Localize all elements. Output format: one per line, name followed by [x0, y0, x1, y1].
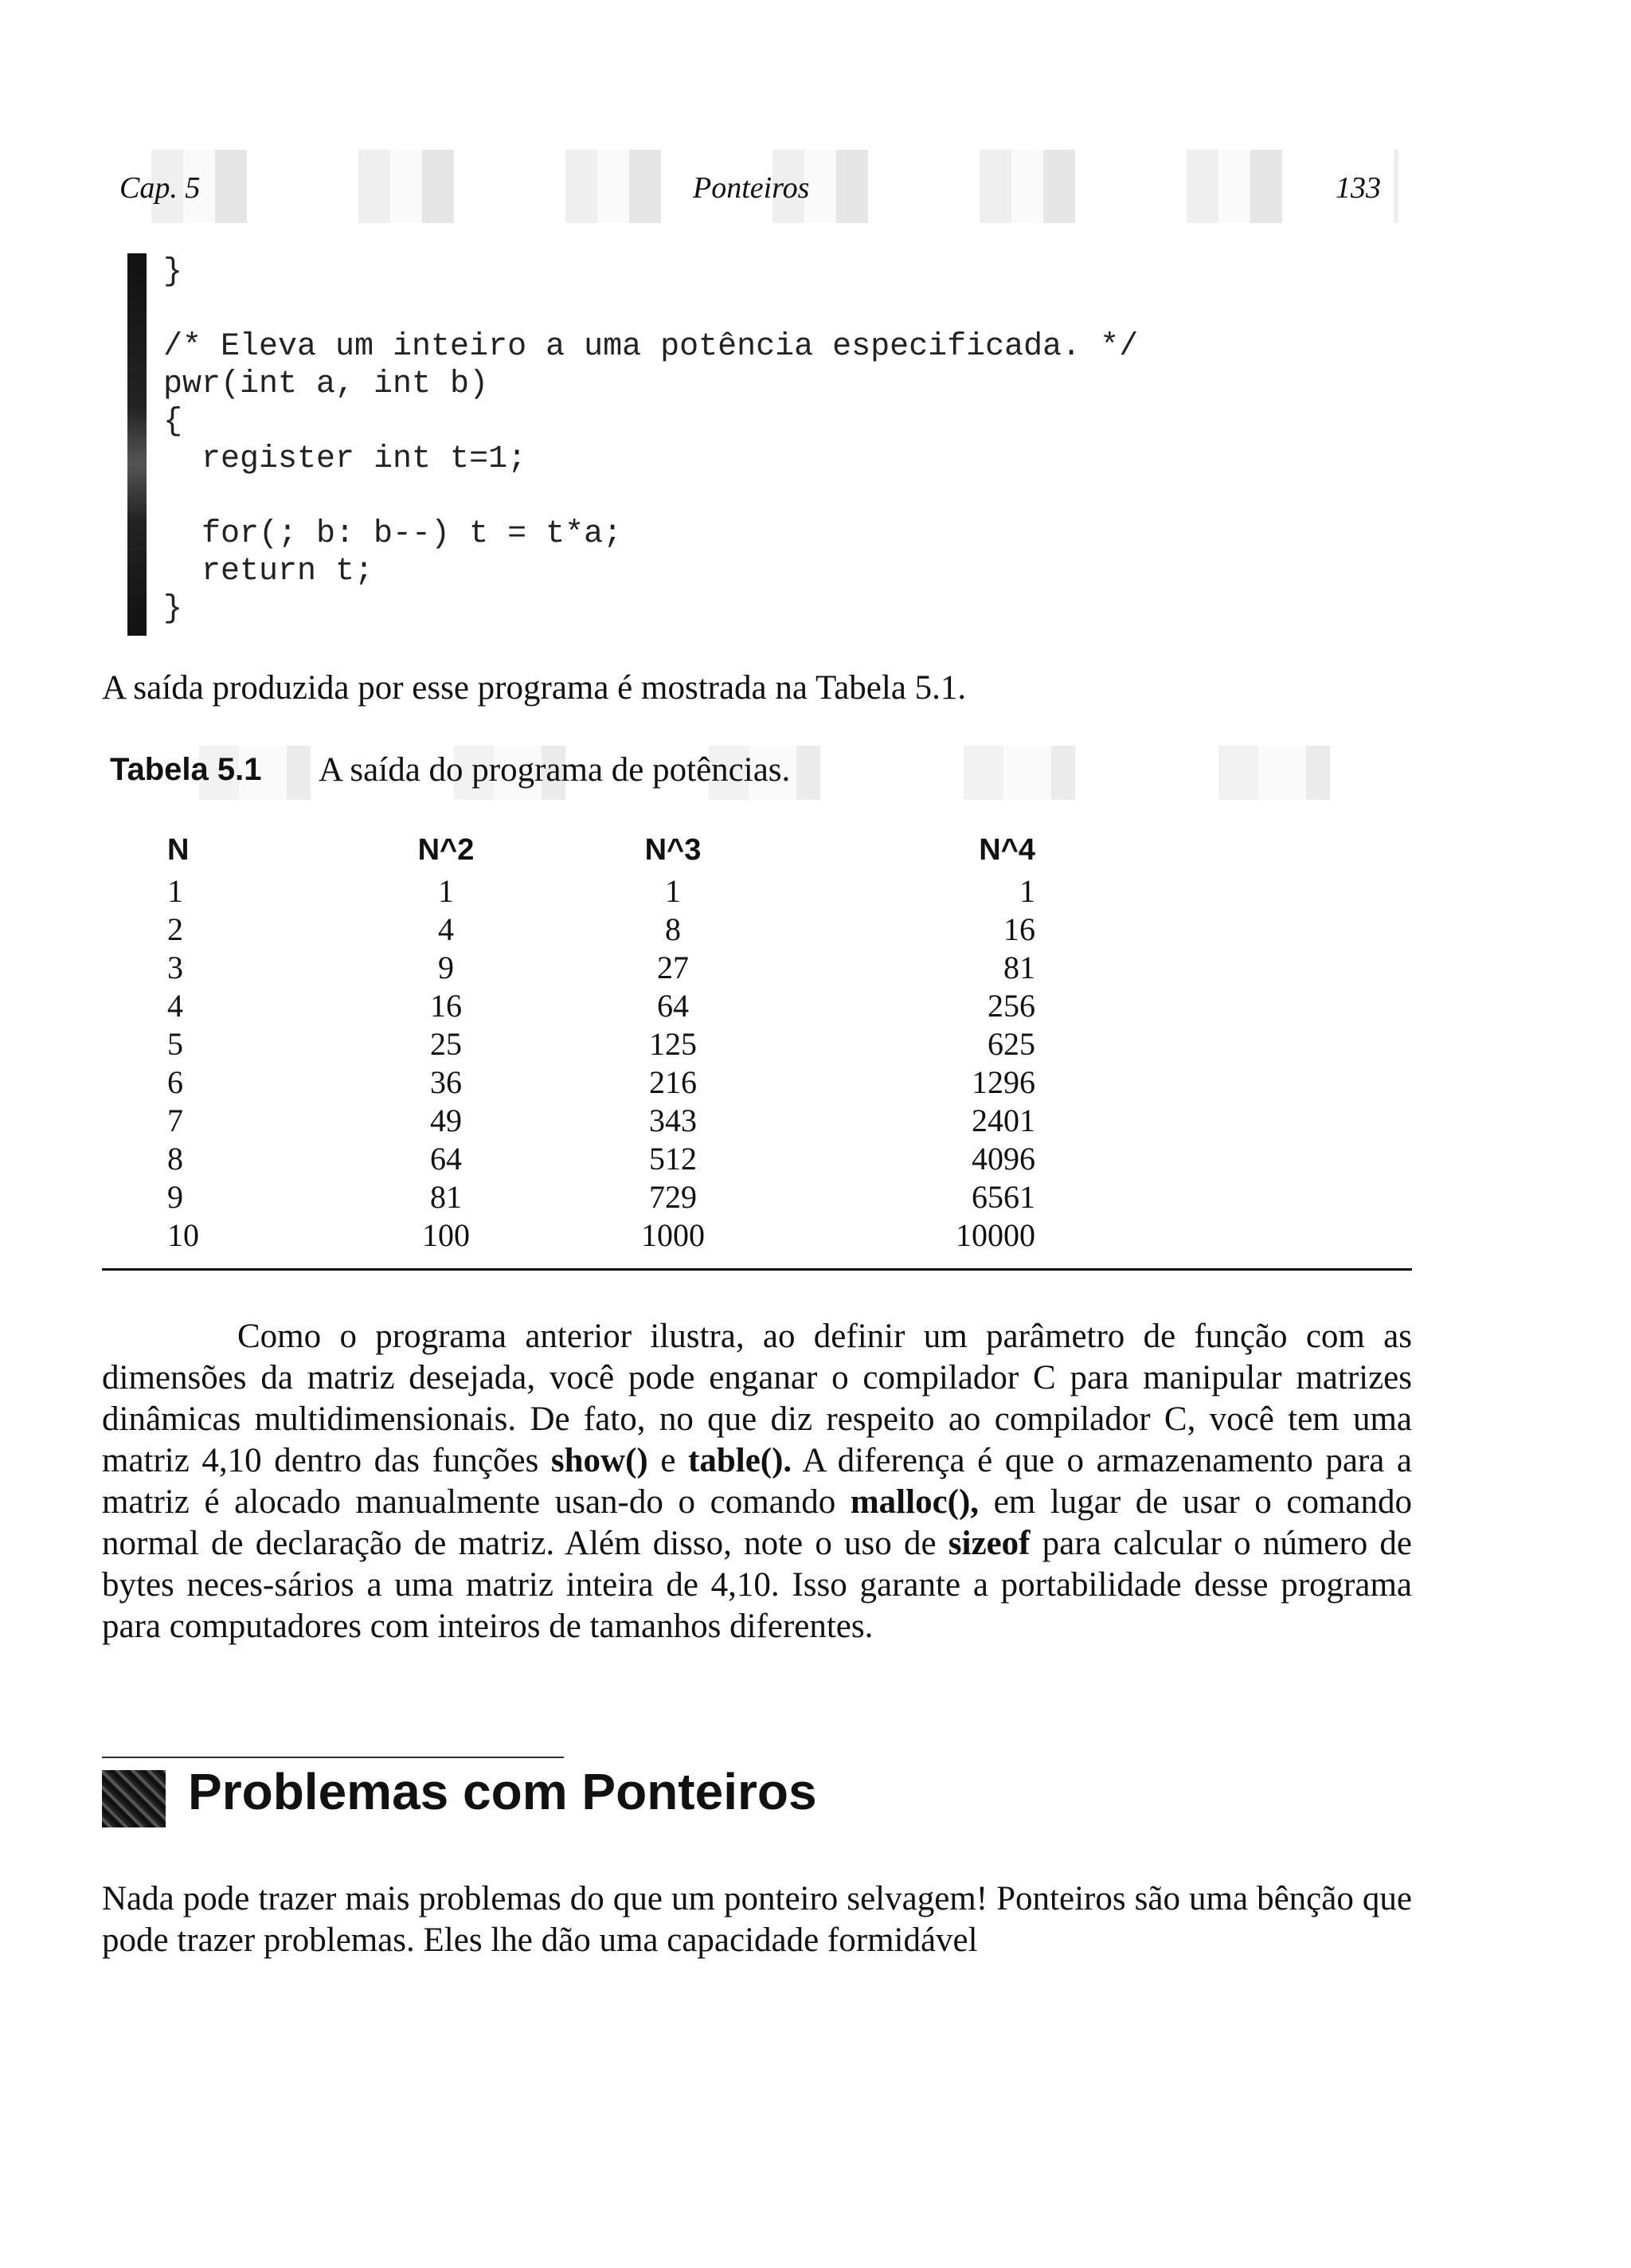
table-cell: 512 — [649, 1140, 697, 1177]
table-cell: 1000 — [641, 1216, 705, 1253]
table-row — [159, 872, 1035, 910]
show-function: show() — [550, 1442, 648, 1479]
table-cell: 729 — [649, 1178, 697, 1215]
table-cell: 10 — [167, 1216, 199, 1253]
table-cell: 4096 — [972, 1140, 1035, 1177]
code-line: register int t=1; — [163, 441, 527, 477]
table-cell: 6561 — [972, 1178, 1035, 1215]
table-row — [159, 1216, 1035, 1254]
table-cell: 49 — [430, 1102, 462, 1138]
table-cell: 625 — [988, 1025, 1035, 1062]
table-cell: 125 — [649, 1025, 697, 1062]
chapter-label: Cap. 5 — [119, 171, 201, 205]
caption-label: Tabela 5.1 — [110, 752, 262, 787]
table-cell: 81 — [1003, 949, 1035, 985]
body-paragraph-1 — [102, 1316, 1412, 1647]
intro-text: A saída produzida por esse programa é mostrada na Tabela 5.1. — [102, 669, 967, 707]
powers-table — [159, 828, 1035, 1254]
table-cell: 16 — [1003, 911, 1035, 947]
code-line: for(; b: b--) t = t*a; — [163, 516, 623, 552]
table-bottom-rule — [102, 1268, 1412, 1271]
table-cell: 4 — [438, 911, 454, 947]
code-line — [163, 478, 1138, 515]
table-cell: 2 — [167, 911, 183, 947]
table-cell: 4 — [167, 987, 183, 1024]
table-cell: 256 — [988, 987, 1035, 1024]
page-header — [96, 150, 1398, 223]
table-caption — [104, 746, 1410, 800]
code-line: } — [163, 591, 183, 627]
table-cell: 64 — [657, 987, 689, 1024]
code-line: pwr(int a, int b) — [163, 366, 489, 402]
col-header-n4: N^4 — [979, 832, 1035, 867]
table-cell: 7 — [167, 1102, 183, 1138]
table-cell: 81 — [430, 1178, 462, 1215]
table-header-row — [159, 828, 1035, 872]
col-header-n2: N^2 — [417, 832, 475, 867]
table-cell: 8 — [167, 1140, 183, 1177]
code-line: { — [163, 404, 183, 440]
table-cell: 25 — [430, 1025, 462, 1062]
para1-text-5: para calcular o número de bytes neces-sários a uma matriz inteira de 4,10. Isso garante a portabilidade desse programa para computadores com inteiros de tamanhos diferentes. — [102, 1525, 1412, 1645]
code-line: } — [163, 254, 183, 290]
section-heading: Problemas com Ponteiros — [188, 1763, 817, 1820]
table-cell: 9 — [167, 1178, 183, 1215]
table-row — [159, 1177, 1035, 1216]
table-cell: 10000 — [956, 1216, 1035, 1253]
table-row — [159, 1139, 1035, 1177]
table-cell: 100 — [422, 1216, 470, 1253]
running-title: Ponteiros — [693, 171, 810, 205]
code-line: /* Eleva um inteiro a uma potência especificada. */ — [163, 329, 1139, 365]
col-header-n: N — [167, 832, 190, 867]
para1-text-2: e — [647, 1442, 689, 1479]
table-cell: 2401 — [972, 1102, 1035, 1138]
table-cell: 8 — [665, 911, 681, 947]
table-cell: 16 — [430, 987, 462, 1024]
body-paragraph-2: Nada pode trazer mais problemas do que um ponteiro selvagem! Ponteiros são uma bênção que pode trazer problemas. Eles lhe dão uma capacidade formidável — [102, 1880, 1412, 1959]
para1-text-4: em lugar de usar o comando normal de declaração de matriz. Além disso, note o uso de — [102, 1483, 1412, 1562]
caption-text: A saída do programa de potências. — [319, 751, 791, 789]
table-cell: 6 — [167, 1063, 183, 1100]
table-cell: 1 — [438, 872, 454, 909]
table-cell: 1 — [167, 872, 183, 909]
table-row — [159, 948, 1035, 986]
table-cell: 3 — [167, 949, 183, 985]
table-cell: 36 — [430, 1063, 462, 1100]
table-row — [159, 986, 1035, 1024]
table-cell: 27 — [657, 949, 689, 985]
table-cell: 1 — [665, 872, 681, 909]
table-cell: 216 — [649, 1063, 697, 1100]
table-cell: 1296 — [972, 1063, 1035, 1100]
code-listing — [163, 253, 1138, 628]
table-row — [159, 1024, 1035, 1063]
sizeof-keyword: sizeof — [948, 1525, 1031, 1562]
code-margin-bar — [127, 253, 147, 636]
para1-text-1: Como o programa anterior ilustra, ao definir um parâmetro de função com as dimensões da matriz desejada, você pode enganar o compilador C para manipular matrizes dinâmicas multidimensionais. De fato, no que diz respeito ao compilador C, você tem uma matriz 4,10 dentro das funções — [102, 1318, 1412, 1479]
page-number: 133 — [1336, 171, 1381, 205]
section-rule — [102, 1757, 564, 1758]
table-function: table(). — [688, 1442, 792, 1479]
para1-text-3: A diferença é que o armazenamento para a matriz é alocado manualmente usan-do o comando — [102, 1442, 1413, 1521]
table-cell: 64 — [430, 1140, 462, 1177]
table-cell: 5 — [167, 1025, 183, 1062]
table-row — [159, 1063, 1035, 1101]
table-row — [159, 910, 1035, 948]
table-cell: 1 — [1019, 872, 1035, 909]
table-cell: 9 — [438, 949, 454, 985]
code-line — [163, 291, 1138, 328]
section-marker — [102, 1770, 166, 1827]
col-header-n3: N^3 — [644, 832, 702, 867]
malloc-function: malloc(), — [850, 1483, 980, 1521]
table-cell: 343 — [649, 1102, 697, 1138]
table-row — [159, 1101, 1035, 1139]
code-line: return t; — [163, 554, 374, 590]
